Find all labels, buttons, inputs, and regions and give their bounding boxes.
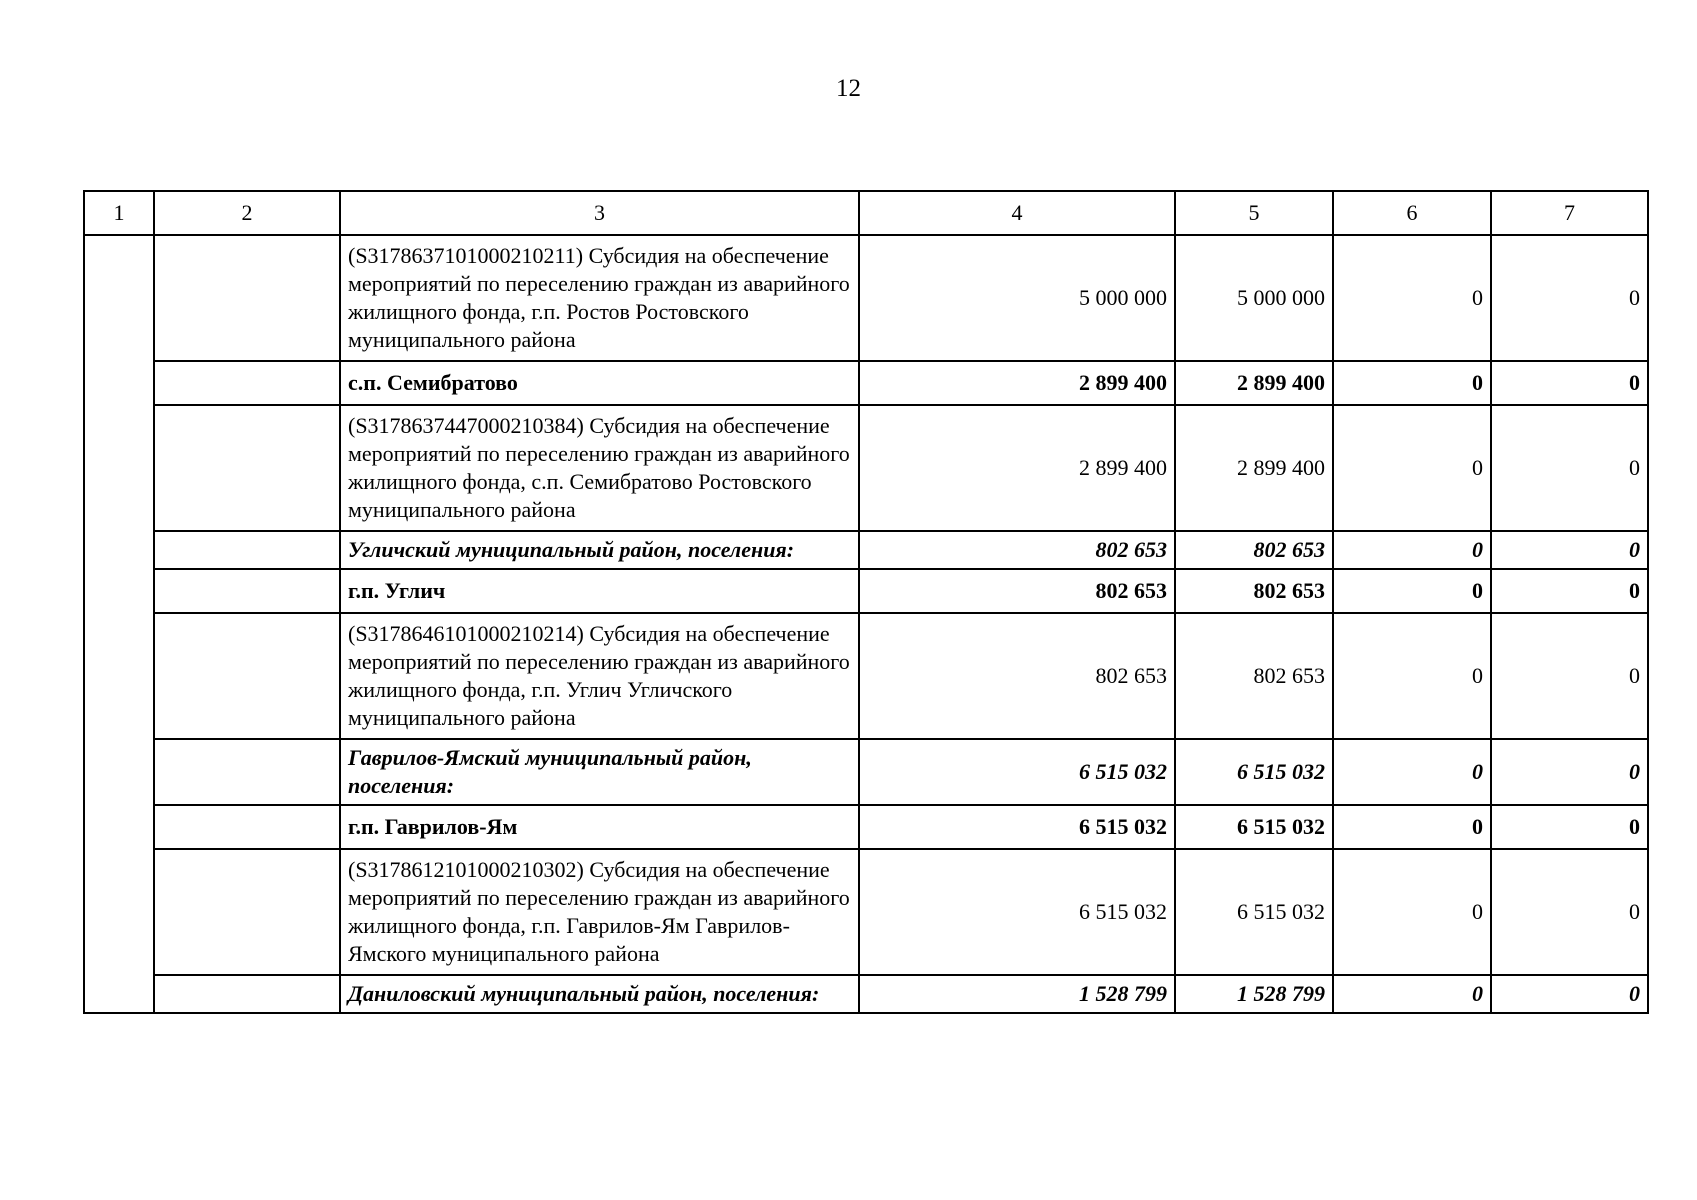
- column-header: 5: [1175, 191, 1333, 235]
- cell-col6: 0: [1333, 613, 1491, 739]
- table-row: [84, 849, 1648, 975]
- cell-col5: 802 653: [1175, 613, 1333, 739]
- cell-col5: 802 653: [1175, 531, 1333, 569]
- cell-col6: 0: [1333, 531, 1491, 569]
- empty-cell: [154, 235, 340, 361]
- empty-cell: [154, 849, 340, 975]
- cell-col4: 2 899 400: [859, 361, 1175, 405]
- cell-col6: 0: [1333, 569, 1491, 613]
- cell-col7: 0: [1491, 739, 1648, 805]
- cell-col5: 802 653: [1175, 569, 1333, 613]
- cell-col6: 0: [1333, 805, 1491, 849]
- cell-col4: 1 528 799: [859, 975, 1175, 1013]
- table-row: [84, 235, 1648, 361]
- row-description: Гаврилов-Ямский муниципальный район, поселения:: [340, 739, 859, 805]
- cell-col7: 0: [1491, 405, 1648, 531]
- cell-col7: 0: [1491, 613, 1648, 739]
- row-description: (S3178612101000210302) Субсидия на обеспечение мероприятий по переселению граждан из аварийного жилищного фонда, г.п. Гаврилов-Ям Гаврилов-Ямского муниципального района: [340, 849, 859, 975]
- cell-col4: 2 899 400: [859, 405, 1175, 531]
- cell-col4: 6 515 032: [859, 739, 1175, 805]
- empty-cell: [154, 739, 340, 805]
- table-row: [84, 975, 1648, 1013]
- cell-col4: 6 515 032: [859, 805, 1175, 849]
- cell-col4: 802 653: [859, 613, 1175, 739]
- column-header: 4: [859, 191, 1175, 235]
- table-row: [84, 805, 1648, 849]
- row-description: с.п. Семибратово: [340, 361, 859, 405]
- table-row: [84, 613, 1648, 739]
- cell-col5: 2 899 400: [1175, 405, 1333, 531]
- row-description: (S3178637101000210211) Субсидия на обеспечение мероприятий по переселению граждан из аварийного жилищного фонда, г.п. Ростов Ростовского муниципального района: [340, 235, 859, 361]
- empty-cell: [154, 361, 340, 405]
- cell-col6: 0: [1333, 235, 1491, 361]
- cell-col7: 0: [1491, 569, 1648, 613]
- column-number-row: [84, 191, 1648, 235]
- empty-cell: [154, 569, 340, 613]
- cell-col4: 5 000 000: [859, 235, 1175, 361]
- empty-cell: [154, 805, 340, 849]
- empty-cell: [154, 405, 340, 531]
- row-description: Даниловский муниципальный район, поселения:: [340, 975, 859, 1013]
- cell-col6: 0: [1333, 405, 1491, 531]
- column-header: 7: [1491, 191, 1648, 235]
- cell-col5: 6 515 032: [1175, 805, 1333, 849]
- cell-col5: 6 515 032: [1175, 739, 1333, 805]
- column-header: 6: [1333, 191, 1491, 235]
- table-row: [84, 531, 1648, 569]
- table-row: [84, 569, 1648, 613]
- cell-col7: 0: [1491, 361, 1648, 405]
- cell-col4: 6 515 032: [859, 849, 1175, 975]
- row-description: (S3178637447000210384) Субсидия на обеспечение мероприятий по переселению граждан из аварийного жилищного фонда, с.п. Семибратово Ростовского муниципального района: [340, 405, 859, 531]
- budget-table: [83, 190, 1649, 1014]
- cell-col6: 0: [1333, 361, 1491, 405]
- row-description: г.п. Углич: [340, 569, 859, 613]
- row-description: Угличский муниципальный район, поселения:: [340, 531, 859, 569]
- cell-col4: 802 653: [859, 531, 1175, 569]
- cell-col6: 0: [1333, 849, 1491, 975]
- page-number: 12: [836, 75, 861, 102]
- row-description: г.п. Гаврилов-Ям: [340, 805, 859, 849]
- row-description: (S3178646101000210214) Субсидия на обеспечение мероприятий по переселению граждан из аварийного жилищного фонда, г.п. Углич Угличского муниципального района: [340, 613, 859, 739]
- empty-cell: [84, 235, 154, 1013]
- column-header: 1: [84, 191, 154, 235]
- empty-cell: [154, 531, 340, 569]
- empty-cell: [154, 613, 340, 739]
- empty-cell: [154, 975, 340, 1013]
- cell-col7: 0: [1491, 531, 1648, 569]
- column-header: 3: [340, 191, 859, 235]
- cell-col5: 6 515 032: [1175, 849, 1333, 975]
- cell-col7: 0: [1491, 235, 1648, 361]
- table-row: [84, 739, 1648, 805]
- cell-col7: 0: [1491, 849, 1648, 975]
- cell-col6: 0: [1333, 975, 1491, 1013]
- table-row: [84, 361, 1648, 405]
- cell-col5: 1 528 799: [1175, 975, 1333, 1013]
- cell-col5: 5 000 000: [1175, 235, 1333, 361]
- cell-col7: 0: [1491, 805, 1648, 849]
- cell-col6: 0: [1333, 739, 1491, 805]
- cell-col5: 2 899 400: [1175, 361, 1333, 405]
- table-row: [84, 405, 1648, 531]
- cell-col4: 802 653: [859, 569, 1175, 613]
- cell-col7: 0: [1491, 975, 1648, 1013]
- column-header: 2: [154, 191, 340, 235]
